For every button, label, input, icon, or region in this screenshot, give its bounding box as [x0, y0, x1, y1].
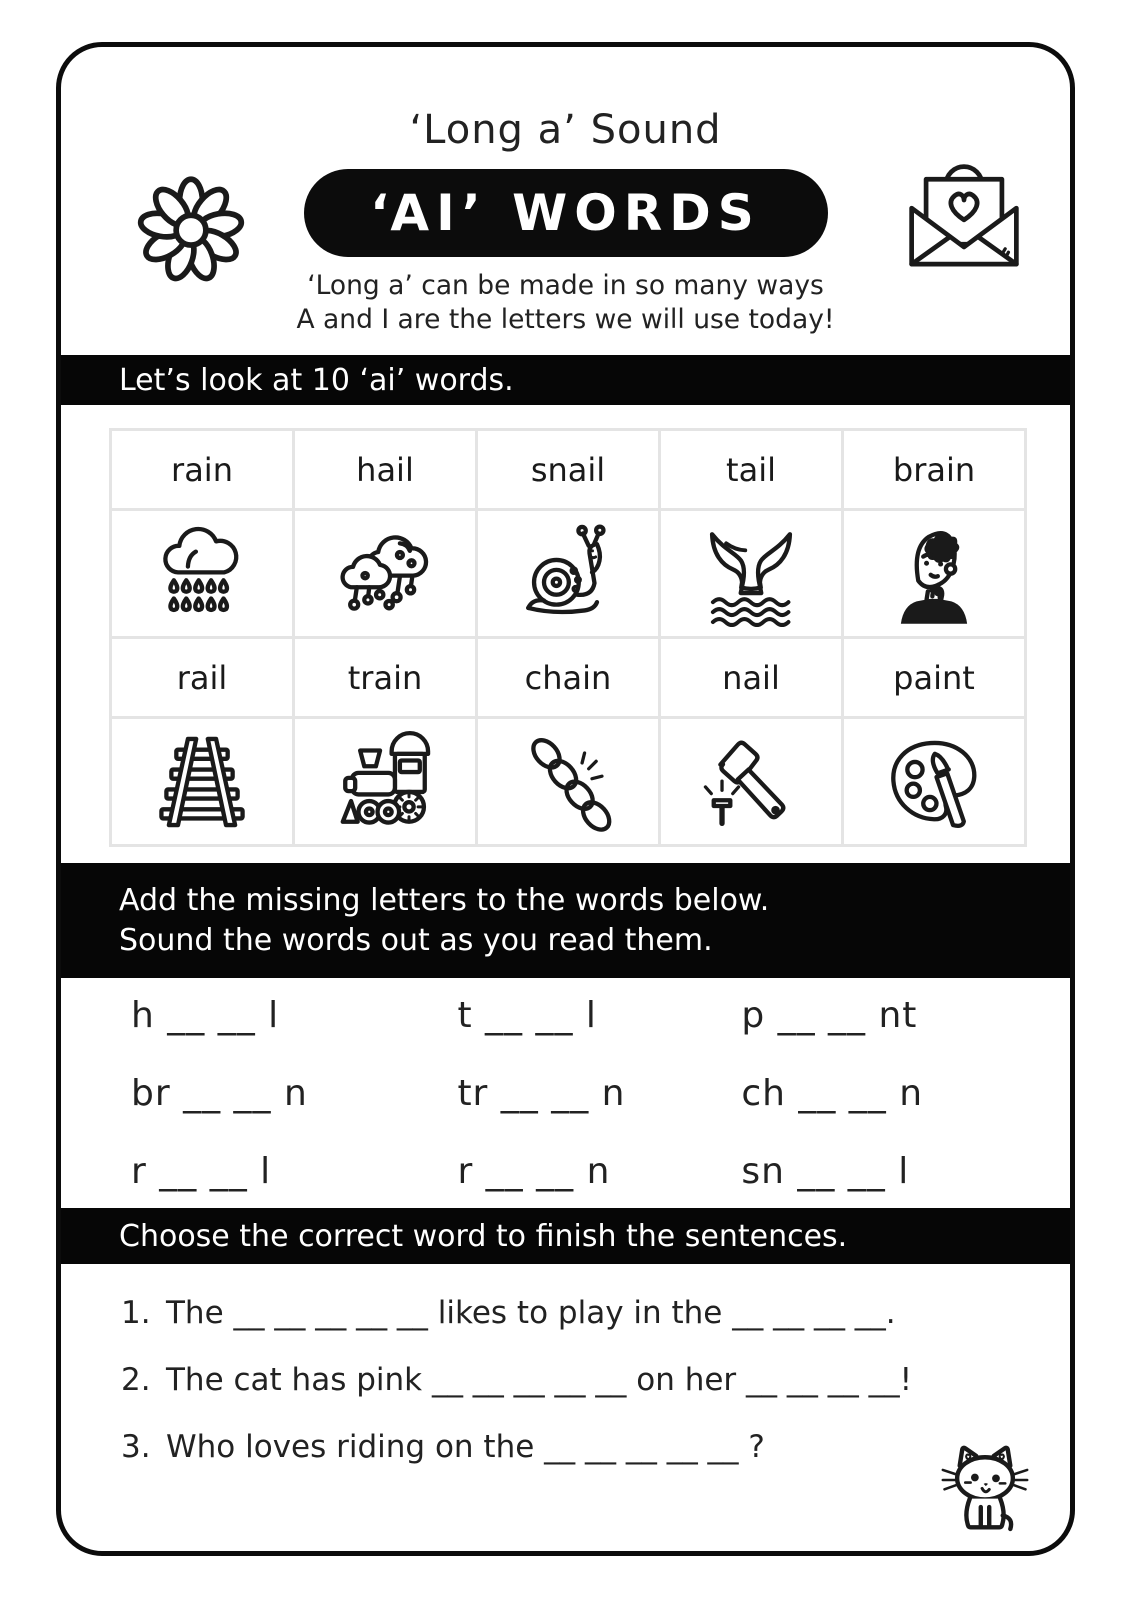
ai-words-badge: ‘AI’ WORDS: [304, 169, 828, 257]
snail-icon: [478, 511, 658, 636]
word-label: chain: [478, 639, 658, 716]
fill-in-word: br __ __ n: [131, 1073, 308, 1114]
section-heading-sentences: [61, 1208, 1070, 1264]
sentence-number: 1.: [121, 1295, 151, 1331]
fill-in-word: h __ __ l: [131, 995, 280, 1036]
page-title: ‘Long a’ Sound: [409, 107, 722, 153]
sentence-text: The __ __ __ __ __ likes to play in the __ __ __ __.: [166, 1295, 896, 1331]
missing-letters-heading-line-2: Sound the words out as you read them.: [119, 922, 713, 958]
fill-in-word: t __ __ l: [457, 995, 597, 1036]
word-label: snail: [478, 431, 658, 508]
sentence-number: 2.: [121, 1362, 151, 1398]
sentence-text: The cat has pink __ __ __ __ __ on her __ __ __ __!: [166, 1362, 912, 1398]
subtitle-line-1: ‘Long a’ can be made in so many ways: [307, 270, 824, 301]
fill-in-grid: [131, 995, 1011, 1197]
section-heading-words-text: Let’s look at 10 ‘ai’ words.: [119, 362, 514, 398]
hail-clouds-icon: [295, 511, 475, 636]
word-label: paint: [844, 639, 1024, 716]
cat-icon: [931, 1435, 1039, 1547]
section-heading-sentences-text: Choose the correct word to finish the sentences.: [119, 1218, 848, 1254]
missing-letters-heading-line-1: Add the missing letters to the words below.: [119, 882, 770, 918]
fill-in-word: sn __ __ l: [741, 1151, 910, 1192]
rain-cloud-icon: [112, 511, 292, 636]
word-grid: [109, 428, 1027, 847]
sentence-item: [121, 1295, 1030, 1331]
sentence-text: Who loves riding on the __ __ __ __ __ ?: [166, 1429, 765, 1465]
paint-palette-icon: [844, 719, 1024, 844]
word-label: brain: [844, 431, 1024, 508]
sentence-number: 3.: [121, 1429, 151, 1465]
sentence-item: [121, 1362, 1030, 1398]
word-label: train: [295, 639, 475, 716]
chain-links-icon: [478, 719, 658, 844]
fill-in-word: r __ __ l: [131, 1151, 272, 1192]
word-label: hail: [295, 431, 475, 508]
fill-in-word: p __ __ nt: [741, 995, 918, 1036]
word-label: tail: [661, 431, 841, 508]
word-label: nail: [661, 639, 841, 716]
fill-in-word: ch __ __ n: [741, 1073, 924, 1114]
section-heading-words: [61, 355, 1070, 405]
word-label: rail: [112, 639, 292, 716]
sentence-list: [121, 1295, 1030, 1465]
word-label: rain: [112, 431, 292, 508]
subtitle-line-2: A and I are the letters we will use today!: [296, 304, 835, 335]
worksheet-page: [56, 42, 1075, 1556]
thinking-brain-icon: [844, 511, 1024, 636]
fill-in-word: tr __ __ n: [457, 1073, 626, 1114]
hammer-nail-icon: [661, 719, 841, 844]
railway-track-icon: [112, 719, 292, 844]
flower-icon: [121, 157, 261, 299]
sentence-item: [121, 1429, 1030, 1465]
fill-in-word: r __ __ n: [457, 1151, 611, 1192]
section-heading-missing-letters: [61, 863, 1070, 978]
envelope-heart-icon: [899, 159, 1029, 279]
steam-train-icon: [295, 719, 475, 844]
whale-tail-icon: [661, 511, 841, 636]
